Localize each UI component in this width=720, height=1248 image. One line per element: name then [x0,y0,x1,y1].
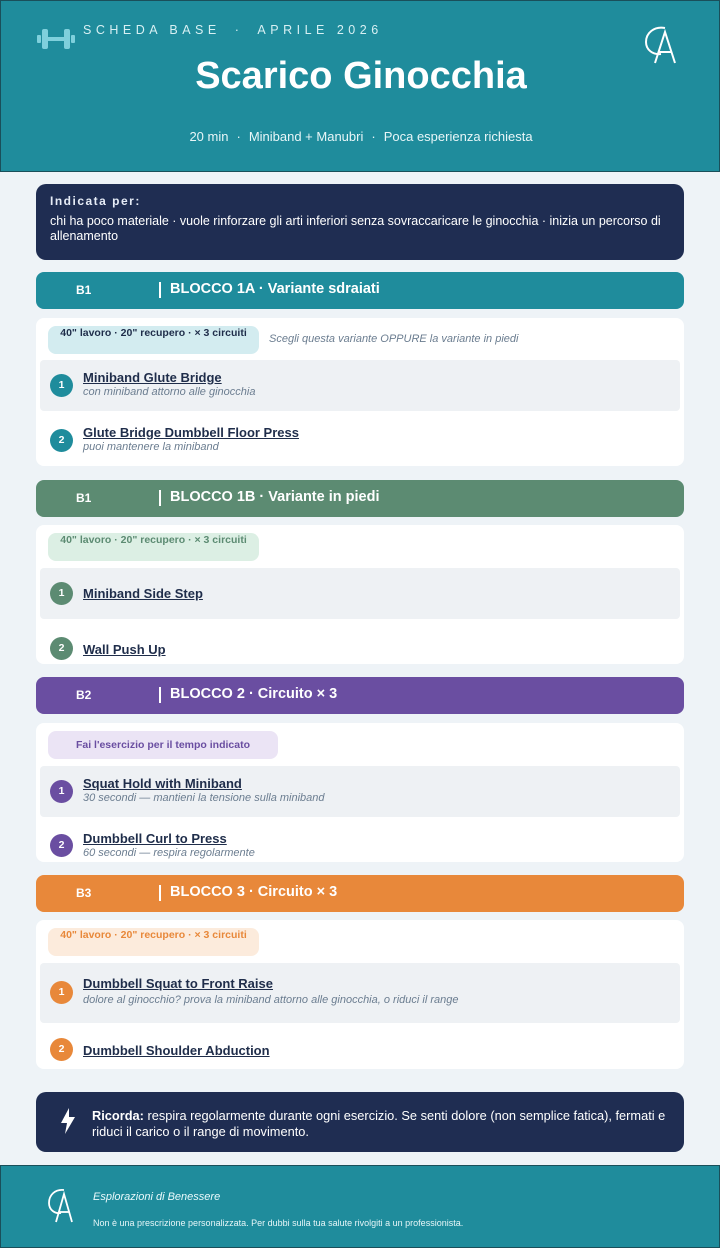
exercise-row[interactable] [40,822,680,873]
block-title: BLOCCO 1B · Variante in piedi [170,489,380,505]
reminder-lead: Ricorda: [92,1108,144,1123]
exercise-link[interactable]: Dumbbell Squat to Front Raise [83,976,273,991]
timing-pill: Fai l'esercizio per il tempo indicato [48,731,278,759]
header-meta [1,129,720,144]
exercise-number: 1 [50,374,73,397]
target-audience-label: Indicata per: [50,194,141,208]
kicker-type: SCHEDA BASE [83,23,221,37]
timing-pill: 40" lavoro · 20" recupero · × 3 circuiti [48,533,259,561]
exercise-number: 2 [50,429,73,452]
exercise-number: 1 [50,981,73,1004]
header-kicker [83,23,383,37]
block-code: B3 [76,886,92,900]
exercise-link[interactable]: Dumbbell Shoulder Abduction [83,1043,270,1058]
meta-separator: · [371,129,376,144]
reminder-body: respira regolarmente durante ogni esercizio. Se senti dolore (non semplice fatica), fermati e riduci il carico o il range di movimento. [92,1108,666,1139]
meta-separator: · [236,129,241,144]
exercise-link[interactable]: Dumbbell Curl to Press [83,831,227,846]
exercise-number: 2 [50,1038,73,1061]
exercise-number: 1 [50,582,73,605]
exercise-note: 60 secondi — respira regolarmente [83,847,255,859]
block-header-1a [36,272,684,309]
exercise-link[interactable]: Miniband Side Step [83,586,203,601]
exercise-row[interactable] [40,360,680,411]
exercise-number: 1 [50,780,73,803]
exercise-note: con miniband attorno alle ginocchia [83,386,256,398]
variant-note: Scegli questa variante OPPURE la variante in piedi [269,333,519,345]
timing-pill: 40" lavoro · 20" recupero · × 3 circuiti [48,326,259,354]
exercise-row[interactable] [40,1026,680,1068]
block-card-1b [36,525,684,664]
block-card-1a [36,318,684,466]
exercise-link[interactable]: Squat Hold with Miniband [83,776,242,791]
kicker-date: APRILE 2026 [257,23,383,37]
block-divider [159,282,161,298]
lightning-icon [60,1108,76,1134]
block-code: B1 [76,283,92,297]
block-title: BLOCCO 3 · Circuito × 3 [170,884,338,900]
block-card-3 [36,920,684,1069]
exercise-row[interactable] [40,766,680,817]
block-code: B2 [76,688,92,702]
exercise-row[interactable] [40,568,680,619]
meta-level: Poca esperienza richiesta [383,129,533,144]
dumbbell-icon [37,27,75,51]
header [0,0,720,172]
footer [0,1165,720,1248]
meta-equipment: Miniband + Manubri [248,129,364,144]
exercise-note: puoi mantenere la miniband [83,441,219,453]
reminder-text [92,1108,672,1140]
target-audience-text: chi ha poco materiale · vuole rinforzare gli arti inferiori senza sovraccaricare le ginocchia · inizia un percorso di allenamento [50,214,661,243]
block-divider [159,885,161,901]
block-divider [159,490,161,506]
block-header-3 [36,875,684,912]
footer-brand: Esplorazioni di Benessere [93,1191,221,1203]
exercise-row[interactable] [40,624,680,675]
exercise-note: dolore al ginocchio? prova la miniband attorno alle ginocchia, o riduci il range [83,994,459,1006]
exercise-number: 2 [50,834,73,857]
exercise-note: 30 secondi — mantieni la tensione sulla miniband [83,792,325,804]
kicker-separator: · [234,23,244,37]
brand-logo [641,23,681,65]
page-title: Scarico Ginocchia [195,55,527,97]
reminder-box [36,1092,684,1152]
timing-pill: 40" lavoro · 20" recupero · × 3 circuiti [48,928,259,956]
exercise-link[interactable]: Glute Bridge Dumbbell Floor Press [83,425,299,440]
exercise-number: 2 [50,637,73,660]
exercise-link[interactable]: Miniband Glute Bridge [83,370,222,385]
exercise-row[interactable] [40,415,680,466]
block-code: B1 [76,491,92,505]
exercise-row[interactable] [40,963,680,1023]
block-header-1b [36,480,684,517]
block-card-2 [36,723,684,862]
block-title: BLOCCO 2 · Circuito × 3 [170,686,338,702]
block-header-2 [36,677,684,714]
meta-duration: 20 min [189,129,229,144]
exercise-link[interactable]: Wall Push Up [83,642,166,657]
block-divider [159,687,161,703]
block-title: BLOCCO 1A · Variante sdraiati [170,281,380,297]
target-audience-box [36,184,684,260]
brand-logo [45,1186,77,1224]
footer-disclaimer: Non è una prescrizione personalizzata. Per dubbi sulla tua salute rivolgiti a un professionista. [93,1218,464,1228]
